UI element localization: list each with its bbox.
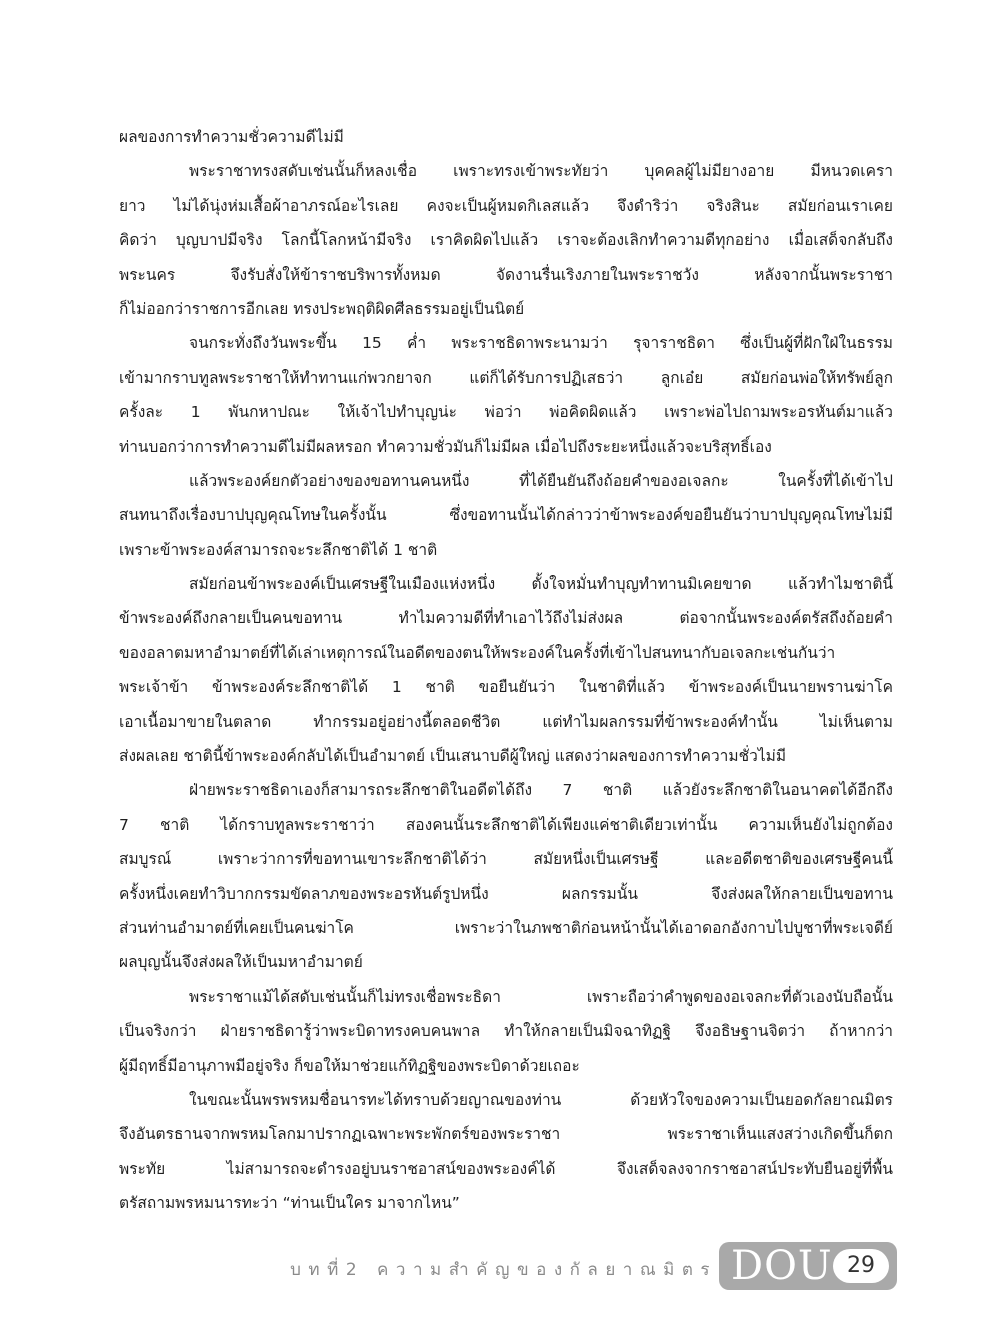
text-line: คิดว่า บุญบาปมีจริง โลกนี้โลกหน้ามีจริง เราคิดผิดไปแล้ว เราจะต้องเลิกทำความดีทุกอย่าง เมื่อเสด็จกลับถึง (119, 231, 893, 250)
text-line: ของอลาตมหาอำมาตย์ที่ได้เล่าเหตุการณ์ในอดีตของตนให้พระองค์ในครั้งที่เข้าไปสนทนากับอเจลกะเช่นกันว่า (119, 643, 836, 662)
text-line: พระเจ้าข้า ข้าพระองค์ระลึกชาติได้ 1 ชาติ ขอยืนยันว่า ในชาติที่แล้ว ข้าพระองค์เป็นนายพรานฆ่าโค (119, 678, 893, 697)
text-line: จึงอันตรธานจากพรหมโลกมาปรากฏเฉพาะพระพักตร์ของพระราชา พระราชาเห็นแสงสว่างเกิดขึ้นก็ตก (119, 1125, 893, 1144)
text-line: เอาเนื้อมาขายในตลาด ทำกรรมอยู่อย่างนี้ตลอดชีวิต แต่ทำไมผลกรรมที่ข้าพระองค์ทำนั้น ไม่เห็นตาม (119, 712, 893, 731)
text-line: ยาว ไม่ได้นุ่งห่มเสื้อผ้าอาภรณ์อะไรเลย คงจะเป็นผู้หมดกิเลสแล้ว จึงดำริว่า จริงสินะ สมัยก่อนเราเคย (119, 196, 893, 215)
text-line: ผลของการทำความชั่วความดีไม่มี (119, 128, 344, 146)
text-line: พระทัย ไม่สามารถจะดำรงอยู่บนราชอาสน์ของพระองค์ได้ จึงเสด็จลงจากราชอาสน์ประทับยืนอยู่ที่พื้น (119, 1159, 893, 1178)
text-line: ผู้มีฤทธิ์มีอานุภาพมีอยู่จริง ก็ขอให้มาช่วยแก้ทิฏฐิของพระบิดาด้วยเถอะ (119, 1056, 580, 1075)
text-line: ท่านบอกว่าการทำความดีไม่มีผลหรอก ทำความชั่วมันก็ไม่มีผล เมื่อไปถึงระยะหนึ่งแล้วจะบริสุทธิ์เอง (119, 437, 772, 456)
body-text (119, 120, 893, 1221)
text-line: เพราะข้าพระองค์สามารถจะระลึกชาติได้ 1 ชาติ (119, 540, 438, 559)
text-line: ส่งผลเลย ชาตินี้ข้าพระองค์กลับได้เป็นอำมาตย์ เป็นเสนาบดีผู้ใหญ่ แสดงว่าผลของการทำความชั่วไม่มี (119, 747, 787, 766)
text-line: เป็นจริงกว่า ฝ่ายราชธิดารู้ว่าพระบิดาทรงคบคนพาล ทำให้กลายเป็นมิจฉาทิฏฐิ จึงอธิษฐานจิตว่า ถ้าหากว่า (119, 1022, 893, 1041)
text-line: สนทนาถึงเรื่องบาปบุญคุณโทษในครั้งนั้น ซึ่งขอทานนั้นได้กล่าวว่าข้าพระองค์ขอยืนยันว่าบาปบุญคุณโทษไม่มี (119, 506, 893, 525)
text-line: พระนคร จึงรับสั่งให้ข้าราชบริพารทั้งหมด จัดงานรื่นเริงภายในพระราชวัง หลังจากนั้นพระราชา (119, 265, 893, 284)
text-line: เข้ามากราบทูลพระราชาให้ทำทานแก่พวกยาจก แต่ก็ได้รับการปฏิเสธว่า ลูกเอ๋ย สมัยก่อนพ่อให้ทรัพย์ลูก (119, 368, 893, 387)
text-line: ผลบุญนั้นจึงส่งผลให้เป็นมหาอำมาตย์ (119, 953, 363, 972)
text-line: สมบูรณ์ เพราะว่าการที่ขอทานเขาระลึกชาติได้ว่า สมัยหนึ่งเป็นเศรษฐี และอดีตชาติของเศรษฐีคนนี้ (119, 850, 893, 869)
text-line: ตรัสถามพรหมนารทะว่า “ท่านเป็นใคร มาจากไหน” (119, 1194, 460, 1213)
text-line: ก็ไม่ออกว่าราชการอีกเลย ทรงประพฤติผิดศีลธรรมอยู่เป็นนิตย์ (119, 299, 525, 318)
text-line: ครั้งหนึ่งเคยทำวิบากกรรมขัดลาภของพระอรหันต์รูปหนึ่ง ผลกรรมนั้น จึงส่งผลให้กลายเป็นขอทาน (119, 884, 893, 903)
text-line: พระราชาทรงสดับเช่นนั้นก็หลงเชื่อ เพราะทรงเข้าพระทัยว่า บุคคลผู้ไม่มียางอาย มีหนวดเครา (189, 162, 893, 181)
text-line: สมัยก่อนข้าพระองค์เป็นเศรษฐีในเมืองแห่งหนึ่ง ตั้งใจหมั่นทำบุญทำทานมิเคยขาด แล้วทำไมชาตินี้ (189, 575, 893, 594)
text-line: แล้วพระองค์ยกตัวอย่างของขอทานคนหนึ่ง ที่ได้ยืนยันถึงถ้อยคำของอเจลกะ ในครั้งที่ได้เข้าไป (189, 471, 893, 490)
text-line: จนกระทั่งถึงวันพระขึ้น 15 ค่ำ พระราชธิดาพระนามว่า รุจาราชธิดา ซึ่งเป็นผู้ที่ฝักใฝ่ในธรรม (189, 334, 893, 353)
text-line: ฝ่ายพระราชธิดาเองก็สามารถระลึกชาติในอดีตได้ถึง 7 ชาติ แล้วยังระลึกชาติในอนาคตได้อีกถึง (189, 781, 893, 800)
text-line: ส่วนท่านอำมาตย์ที่เคยเป็นคนฆ่าโค เพราะว่าในภพชาติก่อนหน้านั้นได้เอาดอกอังกาบไปบูชาที่พระเจดีย์ (119, 918, 893, 937)
dou-logo: DOU (731, 1243, 833, 1289)
text-line: พระราชาแม้ได้สดับเช่นนั้นก็ไม่ทรงเชื่อพระธิดา เพราะถือว่าคำพูดของอเจลกะที่ตัวเองนับถือนั้น (189, 987, 893, 1006)
text-line: ข้าพระองค์ถึงกลายเป็นคนขอทาน ทำไมความดีที่ทำเอาไว้ถึงไม่ส่งผล ต่อจากนั้นพระองค์ตรัสถึงถ้อยคำ (119, 609, 893, 628)
page-footer (290, 1242, 897, 1292)
text-line: 7 ชาติ ได้กราบทูลพระราชาว่า สองคนนั้นระลึกชาติได้เพียงแค่ชาติเดียวเท่านั้น ความเห็นยังไม่ถูกต้อง (119, 815, 893, 834)
text-line: ครั้งละ 1 พันกหาปณะ ให้เจ้าไปทำบุญน่ะ พ่อว่า พ่อคิดผิดแล้ว เพราะพ่อไปถามพระอรหันต์มาแล้ว (119, 403, 893, 422)
page-number: 29 (833, 1249, 889, 1283)
chapter-title: บทที่2 ความสำคัญของกัลยาณมิตร (290, 1260, 717, 1280)
dou-badge (719, 1242, 897, 1290)
text-line: ในขณะนั้นพรพรหมชื่อนารทะได้ทราบด้วยญาณของท่าน ด้วยหัวใจของความเป็นยอดกัลยาณมิตร (189, 1090, 893, 1109)
